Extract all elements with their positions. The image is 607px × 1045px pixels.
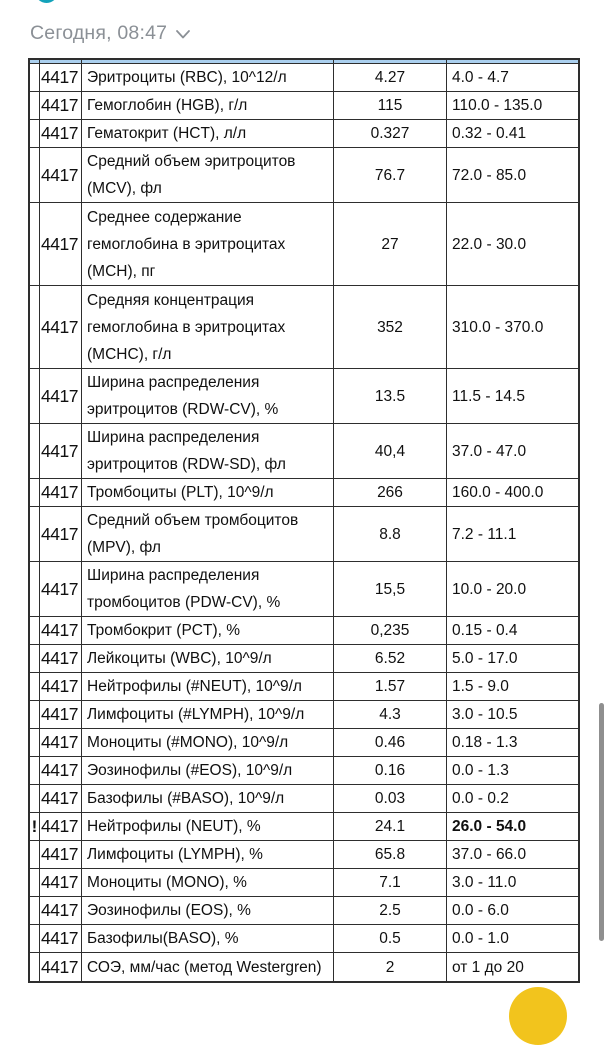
row-reference-range: 0.0 - 6.0 bbox=[447, 897, 578, 925]
row-test-name: Моноциты (MONO), % bbox=[82, 869, 334, 897]
row-test-name: Ширина распределения эритроцитов (RDW-SD), фл bbox=[82, 424, 334, 479]
row-test-name: Среднее содержание гемоглобина в эритроцитах (MCH), пг bbox=[82, 203, 334, 286]
row-test-name: Гематокрит (HCT), л/л bbox=[82, 120, 334, 148]
chevron-down-icon bbox=[176, 30, 190, 39]
row-flag-marker bbox=[30, 203, 40, 286]
row-reference-range: 22.0 - 30.0 bbox=[447, 203, 578, 286]
row-code: 4417 bbox=[40, 92, 82, 120]
row-code: 4417 bbox=[40, 203, 82, 286]
row-code: 4417 bbox=[40, 897, 82, 925]
table-row bbox=[30, 869, 578, 897]
row-result-value: 76.7 bbox=[334, 148, 447, 203]
row-flag-marker bbox=[30, 869, 40, 897]
row-reference-range: 310.0 - 370.0 bbox=[447, 286, 578, 369]
row-test-name: Эозинофилы (EOS), % bbox=[82, 897, 334, 925]
row-code: 4417 bbox=[40, 479, 82, 507]
row-reference-range: 26.0 - 54.0 bbox=[447, 813, 578, 841]
row-code: 4417 bbox=[40, 925, 82, 953]
row-result-value: 0.327 bbox=[334, 120, 447, 148]
row-result-value: 2.5 bbox=[334, 897, 447, 925]
table-row bbox=[30, 617, 578, 645]
row-reference-range: 0.32 - 0.41 bbox=[447, 120, 578, 148]
row-flag-marker bbox=[30, 701, 40, 729]
row-flag-marker bbox=[30, 841, 40, 869]
table-row bbox=[30, 953, 578, 981]
table-row bbox=[30, 148, 578, 203]
table-row bbox=[30, 701, 578, 729]
row-test-name: Ширина распределения тромбоцитов (PDW-CV), % bbox=[82, 562, 334, 617]
row-flag-marker bbox=[30, 953, 40, 981]
row-reference-range: 0.18 - 1.3 bbox=[447, 729, 578, 757]
row-result-value: 24.1 bbox=[334, 813, 447, 841]
row-result-value: 1.57 bbox=[334, 673, 447, 701]
row-test-name: Нейтрофилы (NEUT), % bbox=[82, 813, 334, 841]
row-result-value: 65.8 bbox=[334, 841, 447, 869]
table-row bbox=[30, 757, 578, 785]
row-flag-marker bbox=[30, 148, 40, 203]
row-result-value: 0,235 bbox=[334, 617, 447, 645]
row-code: 4417 bbox=[40, 813, 82, 841]
row-reference-range: 11.5 - 14.5 bbox=[447, 369, 578, 424]
table-row bbox=[30, 645, 578, 673]
table-row bbox=[30, 813, 578, 841]
row-code: 4417 bbox=[40, 148, 82, 203]
row-flag-marker bbox=[30, 729, 40, 757]
row-reference-range: 0.0 - 1.3 bbox=[447, 757, 578, 785]
table-row bbox=[30, 92, 578, 120]
row-flag-marker bbox=[30, 92, 40, 120]
row-code: 4417 bbox=[40, 617, 82, 645]
row-code: 4417 bbox=[40, 869, 82, 897]
table-row bbox=[30, 507, 578, 562]
row-reference-range: 110.0 - 135.0 bbox=[447, 92, 578, 120]
table-row bbox=[30, 841, 578, 869]
row-reference-range: 1.5 - 9.0 bbox=[447, 673, 578, 701]
table-row bbox=[30, 286, 578, 369]
row-test-name: Средняя концентрация гемоглобина в эритроцитах (MCHC), г/л bbox=[82, 286, 334, 369]
table-row bbox=[30, 479, 578, 507]
row-flag-marker bbox=[30, 507, 40, 562]
row-flag-marker bbox=[30, 562, 40, 617]
row-test-name: Тромбоциты (PLT), 10^9/л bbox=[82, 479, 334, 507]
row-result-value: 0.46 bbox=[334, 729, 447, 757]
table-body bbox=[30, 64, 578, 981]
scrollbar-thumb[interactable] bbox=[599, 703, 604, 941]
row-result-value: 115 bbox=[334, 92, 447, 120]
row-flag-marker bbox=[30, 673, 40, 701]
row-code: 4417 bbox=[40, 424, 82, 479]
row-flag-marker bbox=[30, 424, 40, 479]
row-result-value: 40,4 bbox=[334, 424, 447, 479]
row-test-name: Эозинофилы (#EOS), 10^9/л bbox=[82, 757, 334, 785]
row-result-value: 13.5 bbox=[334, 369, 447, 424]
row-flag-marker: ! bbox=[30, 813, 40, 841]
table-row bbox=[30, 369, 578, 424]
row-test-name: Ширина распределения эритроцитов (RDW-CV), % bbox=[82, 369, 334, 424]
row-reference-range: 37.0 - 66.0 bbox=[447, 841, 578, 869]
row-test-name: Тромбокрит (PCT), % bbox=[82, 617, 334, 645]
row-code: 4417 bbox=[40, 673, 82, 701]
row-flag-marker bbox=[30, 645, 40, 673]
row-code: 4417 bbox=[40, 645, 82, 673]
row-test-name: Средний объем эритроцитов (MCV), фл bbox=[82, 148, 334, 203]
row-test-name: Базофилы(BASO), % bbox=[82, 925, 334, 953]
row-reference-range: 10.0 - 20.0 bbox=[447, 562, 578, 617]
row-result-value: 27 bbox=[334, 203, 447, 286]
fab-button[interactable] bbox=[509, 987, 567, 1045]
row-reference-range: 4.0 - 4.7 bbox=[447, 64, 578, 92]
row-test-name: Эритроциты (RBC), 10^12/л bbox=[82, 64, 334, 92]
row-code: 4417 bbox=[40, 507, 82, 562]
table-row bbox=[30, 729, 578, 757]
date-label: Сегодня, 08:47 bbox=[30, 21, 168, 44]
scrolled-avatar-arc bbox=[35, 0, 58, 3]
row-test-name: Нейтрофилы (#NEUT), 10^9/л bbox=[82, 673, 334, 701]
row-test-name: Лимфоциты (#LYMPH), 10^9/л bbox=[82, 701, 334, 729]
row-code: 4417 bbox=[40, 562, 82, 617]
row-code: 4417 bbox=[40, 841, 82, 869]
row-test-name: Моноциты (#MONO), 10^9/л bbox=[82, 729, 334, 757]
table-row bbox=[30, 64, 578, 92]
row-flag-marker bbox=[30, 479, 40, 507]
row-test-name: Средний объем тромбоцитов (MPV), фл bbox=[82, 507, 334, 562]
table-row bbox=[30, 424, 578, 479]
table-row bbox=[30, 120, 578, 148]
row-result-value: 0.5 bbox=[334, 925, 447, 953]
row-flag-marker bbox=[30, 286, 40, 369]
row-test-name: СОЭ, мм/час (метод Westergren) bbox=[82, 953, 334, 981]
row-result-value: 4.27 bbox=[334, 64, 447, 92]
row-reference-range: от 1 до 20 bbox=[452, 958, 524, 976]
row-code: 4417 bbox=[40, 286, 82, 369]
row-result-value: 0.03 bbox=[334, 785, 447, 813]
row-result-value: 0.16 bbox=[334, 757, 447, 785]
table-row bbox=[30, 897, 578, 925]
row-reference-range: 160.0 - 400.0 bbox=[447, 479, 578, 507]
row-test-name: Гемоглобин (HGB), г/л bbox=[82, 92, 334, 120]
row-result-value: 2 bbox=[334, 953, 447, 981]
table-row bbox=[30, 785, 578, 813]
row-flag-marker bbox=[30, 617, 40, 645]
row-result-value: 8.8 bbox=[334, 507, 447, 562]
row-code: 4417 bbox=[40, 64, 82, 92]
row-flag-marker bbox=[30, 64, 40, 92]
row-flag-marker bbox=[30, 785, 40, 813]
row-reference-range: 3.0 - 11.0 bbox=[447, 869, 578, 897]
row-reference-range: 3.0 - 10.5 bbox=[447, 701, 578, 729]
row-reference-range: 0.15 - 0.4 bbox=[447, 617, 578, 645]
row-flag-marker bbox=[30, 897, 40, 925]
row-test-name: Лейкоциты (WBC), 10^9/л bbox=[82, 645, 334, 673]
table-row bbox=[30, 673, 578, 701]
row-flag-marker bbox=[30, 120, 40, 148]
row-reference-range: 72.0 - 85.0 bbox=[447, 148, 578, 203]
row-reference-range: 37.0 - 47.0 bbox=[447, 424, 578, 479]
row-flag-marker bbox=[30, 757, 40, 785]
results-table bbox=[28, 58, 580, 983]
row-result-value: 7.1 bbox=[334, 869, 447, 897]
row-code: 4417 bbox=[40, 120, 82, 148]
row-test-name: Лимфоциты (LYMPH), % bbox=[82, 841, 334, 869]
date-header[interactable] bbox=[30, 20, 190, 46]
row-reference-range: 0.0 - 0.2 bbox=[447, 785, 578, 813]
row-flag-marker bbox=[30, 925, 40, 953]
row-flag-marker bbox=[30, 369, 40, 424]
table-row bbox=[30, 562, 578, 617]
table-row bbox=[30, 925, 578, 953]
row-code: 4417 bbox=[40, 729, 82, 757]
row-reference-range: 0.0 - 1.0 bbox=[447, 925, 578, 953]
row-code: 4417 bbox=[40, 785, 82, 813]
row-test-name: Базофилы (#BASO), 10^9/л bbox=[82, 785, 334, 813]
row-code: 4417 bbox=[40, 369, 82, 424]
row-result-value: 352 bbox=[334, 286, 447, 369]
row-result-value: 266 bbox=[334, 479, 447, 507]
table-row bbox=[30, 203, 578, 286]
row-reference-range: 7.2 - 11.1 bbox=[447, 507, 578, 562]
row-code: 4417 bbox=[40, 953, 82, 981]
row-result-value: 15,5 bbox=[334, 562, 447, 617]
row-reference-range: 5.0 - 17.0 bbox=[447, 645, 578, 673]
row-code: 4417 bbox=[40, 757, 82, 785]
row-code: 4417 bbox=[40, 701, 82, 729]
row-result-value: 4.3 bbox=[334, 701, 447, 729]
row-result-value: 6.52 bbox=[334, 645, 447, 673]
